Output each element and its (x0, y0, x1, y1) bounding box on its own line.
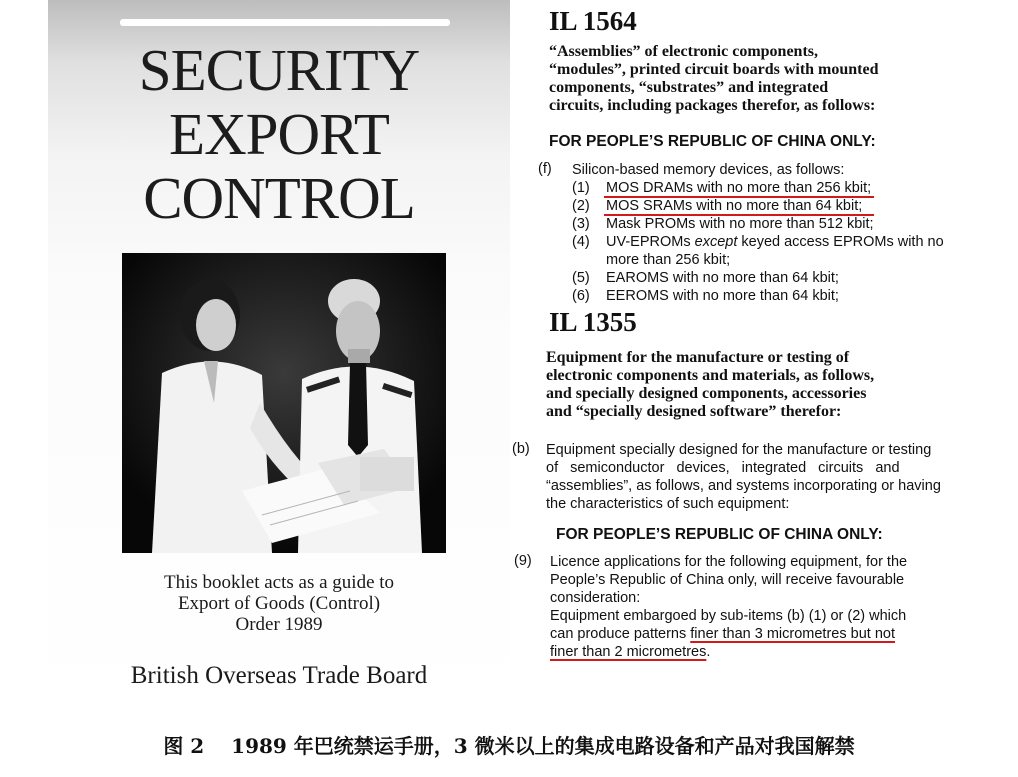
il-1355-item-b-line: of semiconductor devices, integrated circuits and (546, 460, 900, 476)
il-1355-item-9-line: Licence applications for the following equipment, for the (550, 554, 908, 570)
memory-sub-item: (2) MOS SRAMs with no more than 64 kbit; (572, 198, 863, 214)
il-1564-item-marker: (f) (538, 161, 552, 177)
il-1355-item-9 (550, 553, 990, 661)
il-1564-intro-line: circuits, including packages therefor, as follows: (549, 97, 876, 114)
cover-title-line: EXPORT (169, 101, 389, 167)
il-1564-intro-line: “modules”, printed circuit boards with mounted (549, 61, 879, 78)
cover-title (48, 38, 510, 230)
il-1355-item-b-line: the characteristics of such equipment: (546, 496, 790, 512)
memory-sub-item: (5) EAROMS with no more than 64 kbit; (572, 270, 839, 286)
il-1355-item-9-line: People’s Republic of China only, will receive favourable (550, 572, 905, 588)
il-1355-item-9-line: consideration: (550, 590, 641, 606)
booklet-cover (48, 0, 510, 700)
il-1355-item-9-line: finer than 2 micrometres. (550, 644, 711, 660)
il-1355-item-9-line: Equipment embargoed by sub-items (b) (1) or (2) which (550, 608, 907, 624)
il-1564-intro-line: “Assemblies” of electronic components, (549, 43, 818, 60)
cover-top-bar (120, 19, 450, 26)
il-1564-intro-line: components, “substrates” and integrated (549, 79, 829, 96)
cover-photo (122, 253, 446, 553)
il-1355-item-9-line: can produce patterns finer than 3 micrometres but not (550, 626, 895, 642)
il-1355-china-only: FOR PEOPLE’S REPUBLIC OF CHINA ONLY: (556, 526, 883, 543)
il-1564-heading: IL 1564 (549, 6, 637, 36)
il-1355-item-b (546, 441, 996, 513)
cover-title-line: SECURITY (138, 37, 420, 103)
officers-photo-illustration (122, 253, 446, 553)
red-underlined-phrase: finer than 3 micrometres but not (690, 626, 895, 642)
red-underlined-phrase: finer than 2 micrometres (550, 644, 707, 660)
il-1355-intro-line: electronic components and materials, as follows, (546, 367, 875, 384)
memory-sub-item: (6) EEROMS with no more than 64 kbit; (572, 288, 839, 304)
il-1564-intro (549, 43, 967, 115)
cover-caption-line: This booklet acts as a guide to (163, 572, 395, 593)
memory-sub-item: (3) Mask PROMs with no more than 512 kbit; (572, 216, 874, 232)
cover-caption-line: Order 1989 (235, 614, 323, 635)
il-1564-item-lead: Silicon-based memory devices, as follows: (572, 162, 845, 178)
memory-sub-item: (4) UV-EPROMs except keyed access EPROMs with no (572, 234, 944, 250)
figure-caption: 图 2 1989 年巴统禁运手册，3 微米以上的集成电路设备和产品对我国解禁 (163, 734, 855, 758)
cover-caption (48, 572, 510, 635)
memory-sub-item-continuation: more than 256 kbit; (606, 252, 731, 268)
il-1355-intro-line: Equipment for the manufacture or testing of (546, 349, 850, 366)
cover-publisher: British Overseas Trade Board (130, 662, 428, 689)
il-1355-item-b-marker: (b) (512, 441, 530, 457)
memory-sub-item: (1) MOS DRAMs with no more than 256 kbit; (572, 180, 872, 196)
red-underline-sram (604, 214, 874, 216)
il-1355-item-b-line: “assemblies”, as follows, and systems incorporating or having (546, 478, 941, 494)
cover-caption-line: Export of Goods (Control) (177, 593, 381, 614)
il-1355-intro-line: and “specially designed software” therefor: (546, 403, 842, 420)
il-1355-item-b-line: Equipment specially designed for the manufacture or testing (546, 442, 932, 458)
il-1564-china-only: FOR PEOPLE’S REPUBLIC OF CHINA ONLY: (549, 133, 876, 150)
il-1355-item-9-marker: (9) (514, 553, 532, 569)
red-underline-dram (604, 196, 874, 198)
cover-title-line: CONTROL (143, 165, 415, 231)
il-1355-intro-line: and specially designed components, accessories (546, 385, 867, 402)
il-1355-intro (546, 349, 962, 421)
il-1355-heading: IL 1355 (549, 307, 637, 337)
